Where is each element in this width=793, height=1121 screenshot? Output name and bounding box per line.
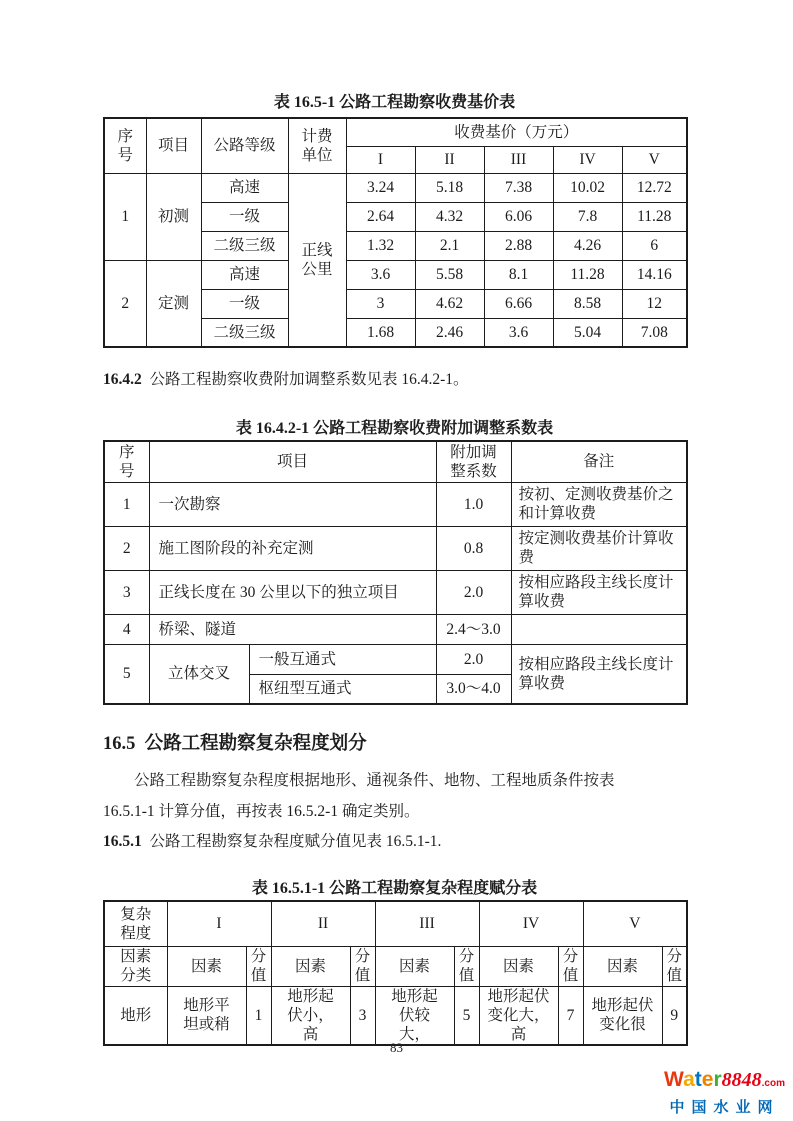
cell-factor: 地形平坦或稍	[167, 986, 246, 1045]
header-cell-score: 分值	[454, 946, 479, 986]
cell-value: 12	[622, 289, 687, 318]
cell-value: 3.6	[346, 260, 415, 289]
cell-no: 2	[104, 526, 149, 570]
page-content	[103, 0, 686, 1046]
header-cell-score: 分值	[246, 946, 271, 986]
cell-no: 1	[104, 482, 149, 526]
header-cell-complexity: 复杂程度	[104, 901, 167, 946]
cell-score: 3	[350, 986, 375, 1045]
body-paragraph-line1: 公路工程勘察复杂程度根据地形、通视条件、地物、工程地质条件按表	[134, 772, 615, 789]
cell-coef: 2.0	[436, 570, 511, 614]
cell-coef: 3.0～4.0	[436, 674, 511, 704]
logo-letter: W	[664, 1068, 684, 1091]
cell-score: 9	[662, 986, 687, 1045]
cell-coef: 2.4～3.0	[436, 614, 511, 644]
fee-base-price-table	[103, 117, 688, 348]
page-number: 83	[390, 1040, 403, 1055]
cell-score: 5	[454, 986, 479, 1045]
cell-no: 4	[104, 614, 149, 644]
cell-note	[511, 614, 687, 644]
header-cell-grade-3: III	[484, 146, 553, 173]
clause-16-5-1	[103, 831, 686, 852]
cell-value: 5.58	[415, 260, 484, 289]
cell-value: 4.62	[415, 289, 484, 318]
cell-note: 按初、定测收费基价之和计算收费	[511, 482, 687, 526]
header-cell-factor: 因素	[583, 946, 662, 986]
header-cell-grade-5: V	[583, 901, 687, 946]
cell-grade: 高速	[201, 260, 288, 289]
header-cell-factor: 因素	[479, 946, 558, 986]
cell-coef: 1.0	[436, 482, 511, 526]
clause-number: 16.4.2	[103, 371, 142, 388]
cell-value: 7.08	[622, 318, 687, 347]
logo-subtitle: 中国水业网	[669, 1099, 780, 1116]
header-cell-grade-2: II	[271, 901, 375, 946]
clause-16-4-2	[103, 369, 686, 390]
cell-coef: 2.0	[436, 644, 511, 674]
cell-value: 1.68	[346, 318, 415, 347]
header-cell-note: 备注	[511, 441, 687, 482]
cell-grade: 一级	[201, 289, 288, 318]
cell-score: 7	[558, 986, 583, 1045]
header-cell-road-grade: 公路等级	[201, 118, 288, 173]
table-row	[104, 173, 687, 202]
cell-value: 5.04	[553, 318, 622, 347]
table-row	[104, 260, 687, 289]
cell-value: 6	[622, 231, 687, 260]
cell-value: 6.66	[484, 289, 553, 318]
header-cell-factor: 因素	[167, 946, 246, 986]
header-cell-coef: 附加调整系数	[436, 441, 511, 482]
cell-value: 3	[346, 289, 415, 318]
cell-value: 1.32	[346, 231, 415, 260]
table1-title: 表 16.5-1 公路工程勘察收费基价表	[273, 94, 516, 111]
cell-value: 7.8	[553, 202, 622, 231]
cell-grade: 二级三级	[201, 318, 288, 347]
cell-item: 一次勘察	[149, 482, 436, 526]
header-cell-factor: 因素	[375, 946, 454, 986]
table-row	[104, 570, 687, 614]
cell-note: 按相应路段主线长度计算收费	[511, 644, 687, 704]
cell-coef: 0.8	[436, 526, 511, 570]
cell-factor: 地形起伏较大，	[375, 986, 454, 1045]
header-cell-grade-2: II	[415, 146, 484, 173]
cell-value: 2.64	[346, 202, 415, 231]
header-cell-billing-unit: 计费单位	[288, 118, 346, 173]
cell-billing-unit: 正线公里	[288, 173, 346, 347]
logo-domain-suffix: .com	[761, 1078, 785, 1089]
cell-grade: 一级	[201, 202, 288, 231]
cell-value: 6.06	[484, 202, 553, 231]
cell-value: 2.88	[484, 231, 553, 260]
complexity-score-table	[103, 900, 688, 1046]
header-cell-grade-1: I	[346, 146, 415, 173]
clause-text: 公路工程勘察复杂程度赋分值见表 16.5.1-1.	[149, 833, 442, 850]
table2-title: 表 16.4.2-1 公路工程勘察收费附加调整系数表	[235, 420, 554, 437]
cell-value: 7.38	[484, 173, 553, 202]
cell-note: 按定测收费基价计算收费	[511, 526, 687, 570]
cell-item: 定测	[146, 260, 201, 347]
cell-no: 1	[104, 173, 146, 260]
cell-item: 初测	[146, 173, 201, 260]
cell-value: 3.6	[484, 318, 553, 347]
header-cell-base-fee: 收费基价（万元）	[346, 118, 687, 146]
logo-number: 8848	[721, 1069, 762, 1091]
cell-value: 12.72	[622, 173, 687, 202]
header-cell-grade-3: III	[375, 901, 479, 946]
table-row	[104, 118, 687, 146]
cell-factor: 地形起伏小，高	[271, 986, 350, 1045]
table-row	[104, 482, 687, 526]
cell-value: 2.1	[415, 231, 484, 260]
table-row	[104, 644, 687, 674]
cell-item: 桥梁、隧道	[149, 614, 436, 644]
header-cell-no: 序号	[104, 441, 149, 482]
cell-category: 地形	[104, 986, 167, 1045]
header-cell-factor-class: 因素分类	[104, 946, 167, 986]
table-row	[104, 526, 687, 570]
logo-letter: t	[694, 1068, 702, 1091]
body-paragraph-line2: 16.5.1-1 计算分值，再按表 16.5.2-1 确定类别。	[103, 803, 420, 820]
section-title: 公路工程勘察复杂程度划分	[144, 734, 367, 754]
table-row	[104, 986, 687, 1045]
cell-no: 3	[104, 570, 149, 614]
header-cell-score: 分值	[350, 946, 375, 986]
table-row	[104, 901, 687, 946]
cell-note: 按相应路段主线长度计算收费	[511, 570, 687, 614]
section-heading-16-5	[103, 731, 686, 757]
cell-subtype: 一般互通式	[249, 644, 436, 674]
cell-value: 11.28	[553, 260, 622, 289]
cell-value: 8.58	[553, 289, 622, 318]
logo-wordmark	[664, 1068, 785, 1095]
cell-value: 4.26	[553, 231, 622, 260]
cell-factor: 地形起伏变化大，高	[479, 986, 558, 1045]
header-cell-grade-4: IV	[553, 146, 622, 173]
table3-title: 表 16.5.1-1 公路工程勘察复杂程度赋分表	[251, 880, 538, 897]
cell-score: 1	[246, 986, 271, 1045]
header-cell-item: 项目	[149, 441, 436, 482]
cell-value: 3.24	[346, 173, 415, 202]
cell-value: 8.1	[484, 260, 553, 289]
header-cell-score: 分值	[558, 946, 583, 986]
header-cell-item: 项目	[146, 118, 201, 173]
cell-value: 2.46	[415, 318, 484, 347]
logo-letter: r	[713, 1068, 722, 1091]
table-row	[104, 614, 687, 644]
header-cell-factor: 因素	[271, 946, 350, 986]
header-cell-grade-1: I	[167, 901, 271, 946]
header-cell-score: 分值	[662, 946, 687, 986]
cell-factor: 地形起伏变化很	[583, 986, 662, 1045]
adjustment-coefficient-table	[103, 440, 688, 705]
cell-no: 2	[104, 260, 146, 347]
cell-value: 10.02	[553, 173, 622, 202]
cell-item: 正线长度在 30 公里以下的独立项目	[149, 570, 436, 614]
cell-value: 14.16	[622, 260, 687, 289]
cell-grade: 二级三级	[201, 231, 288, 260]
clause-text: 公路工程勘察收费附加调整系数见表 16.4.2-1。	[149, 371, 469, 388]
cell-subtype: 枢纽型互通式	[249, 674, 436, 704]
cell-grade: 高速	[201, 173, 288, 202]
cell-no: 5	[104, 644, 149, 704]
cell-value: 11.28	[622, 202, 687, 231]
logo-letter: e	[701, 1068, 714, 1091]
header-cell-grade-4: IV	[479, 901, 583, 946]
clause-number: 16.5.1	[103, 833, 142, 850]
cell-item: 立体交叉	[149, 644, 249, 704]
water8848-logo	[664, 1068, 785, 1117]
table-row	[104, 946, 687, 986]
cell-value: 5.18	[415, 173, 484, 202]
logo-letter: a	[683, 1068, 695, 1091]
cell-value: 4.32	[415, 202, 484, 231]
table-row	[104, 441, 687, 482]
header-cell-grade-5: V	[622, 146, 687, 173]
header-cell-no: 序号	[104, 118, 146, 173]
section-number: 16.5	[103, 734, 136, 754]
cell-item: 施工图阶段的补充定测	[149, 526, 436, 570]
